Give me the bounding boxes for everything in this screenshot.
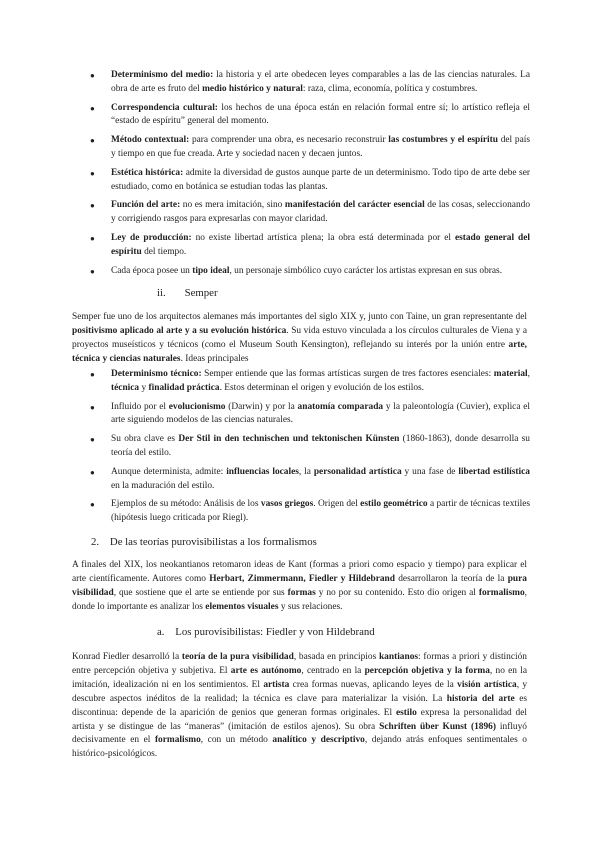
bold-text-run: vasos griegos — [260, 499, 314, 510]
text-run: y una fase de — [401, 466, 459, 477]
list-item — [0, 466, 600, 494]
text-run: , dejando atrás enfoques sentimentales o histórico-psicológicos. — [72, 735, 527, 760]
bold-text-run: manifestación del carácter esencial — [284, 200, 425, 211]
text-run: del tiempo. — [141, 246, 187, 257]
text-run: , centrado en la — [301, 665, 365, 676]
text-run: la historia y el arte obedecen leyes comparables a las de las ciencias naturales. La obra de arte es fruto del — [111, 70, 530, 94]
text-run: de las cosas, seleccionando y corrigiendo rasgos para expresarlas con mayor claridad. — [111, 200, 531, 225]
semper-principles-list — [0, 368, 600, 531]
bold-text-run: positivismo aplicado al arte y a su evolución histórica — [72, 325, 287, 336]
bold-text-run: Schriften über Kunst (1896) — [379, 721, 496, 732]
bold-text-run: libertad estilística — [458, 466, 530, 477]
bold-text-run: tipo ideal — [192, 265, 230, 276]
bold-text-run: formalismo — [478, 587, 525, 598]
text-run: no existe libertad artística plena; la obra está determinada por el — [191, 232, 455, 243]
bold-text-run: técnica — [111, 382, 140, 393]
text-run: , con un método — [200, 735, 273, 746]
bold-text-run: Función del arte: — [111, 200, 181, 211]
bold-text-run: Estética histórica: — [111, 167, 184, 178]
text-run: Semper entiende que las formas artísticas surgen de tres factores esenciales: — [201, 369, 494, 379]
bold-text-run: finalidad práctica — [148, 382, 220, 393]
bullet-icon: ● — [90, 168, 95, 178]
bold-text-run: influencias locales — [226, 466, 299, 477]
bullet-icon: ● — [90, 402, 95, 412]
text-run: no es mera imitación, sino — [180, 200, 285, 211]
text-run: Su obra clave es — [111, 434, 179, 445]
text-run: los hechos de una época están en relación formal entre sí; lo artístico refleja el “estado de espíritu” general del momento. — [111, 102, 530, 127]
bold-text-run: teoría de la pura visibilidad — [181, 652, 294, 662]
bullet-icon: ● — [90, 201, 95, 211]
bold-text-run: pura visibilidad — [72, 573, 527, 598]
list-item — [0, 265, 600, 279]
list-item — [0, 433, 600, 461]
text-run: (Darwin) y por la — [225, 401, 298, 412]
text-run: (1860-1863), donde desarrolla su teoría del estilo. — [111, 434, 530, 458]
bold-text-run: percepción objetiva y la forma — [364, 665, 490, 676]
bold-text-run: analítico y descriptivo — [272, 735, 365, 746]
text-run: y — [139, 382, 149, 393]
list-item — [0, 167, 600, 195]
text-run: y no por su contenido. Esto dio origen al — [315, 587, 479, 598]
bold-text-run: Herbart, Zimmermann, Fiedler y Hildebrand — [209, 573, 395, 584]
paragraph-purovisibilistas — [72, 559, 527, 615]
bold-text-run: kantianos — [378, 652, 419, 662]
text-run: admite la diversidad de gustos aunque parte de un determinismo. Todo tipo de arte debe ser estudiado, como en botánica se estudian todas las plantas. — [111, 167, 530, 192]
text-run: para comprender una obra, es necesario reconstruir — [189, 135, 389, 146]
text-run: Aunque determinista, admite: — [111, 466, 227, 477]
bullet-icon: ● — [90, 266, 95, 276]
text-run: Semper fue uno de los arquitectos alemanes más importantes del siglo XIX y, junto con Taine, un gran representante del — [72, 312, 527, 322]
bullet-icon: ● — [90, 71, 95, 80]
bullet-icon: ● — [90, 233, 95, 243]
text-run: , que sostiene que el arte se entiende por sus — [113, 587, 288, 598]
bold-text-run: estilo — [396, 707, 417, 718]
paragraph-fiedler — [72, 651, 527, 762]
bold-text-run: anatomía comparada — [297, 401, 384, 412]
list-item — [0, 368, 600, 396]
list-item — [0, 69, 600, 97]
bullet-icon: ● — [90, 103, 95, 113]
section-heading-semper: ii. Semper — [157, 287, 218, 299]
text-run: , la — [298, 466, 314, 477]
bold-text-run: formalismo — [154, 735, 201, 746]
text-run: Influido por el — [111, 401, 169, 412]
text-run: . Ideas principales — [180, 353, 249, 364]
bold-text-run: Der Stil in den technischen und tektonischen Künsten — [178, 434, 400, 445]
bullet-icon: ● — [90, 467, 95, 477]
text-run: . Su vida estuvo vinculada a los círculos culturales de Viena y a proyectos museísticos y técnicos (como el Museum South Kensington), reflejando su interés por la unión entre — [72, 325, 527, 350]
text-run: del país y tiempo en que fue creada. Arte y sociedad nacen y decaen juntos. — [111, 135, 530, 159]
text-run: : raza, clima, economía, política y costumbres. — [302, 83, 478, 94]
list-item — [0, 498, 600, 526]
text-run: , donde lo importante es analizar los — [72, 587, 527, 612]
paragraph-semper — [72, 311, 527, 367]
text-run: a partir de técnicas textiles (hipótesis luego criticada por Riegl). — [111, 499, 531, 524]
text-run: Cada época posee un — [111, 265, 193, 276]
list-item — [0, 134, 600, 162]
taine-principles-list — [0, 69, 600, 283]
bold-text-run: Ley de producción: — [111, 232, 192, 243]
text-run: crea formas nuevas, aplicando leyes de la — [289, 679, 458, 690]
bold-text-run: personalidad artística — [313, 466, 402, 477]
bold-text-run: artista — [263, 679, 290, 690]
bold-text-run: Correspondencia cultural: — [111, 102, 218, 113]
bold-text-run: historia del arte — [446, 693, 515, 704]
text-run: Ejemplos de su método: Análisis de los — [111, 499, 261, 510]
bold-text-run: formas — [287, 587, 316, 598]
bold-text-run: Determinismo técnico: — [111, 369, 202, 379]
text-run: en la maduración del estilo. — [111, 480, 215, 491]
text-run: A finales del XIX, los neokantianos retomaron ideas de Kant (formas a priori como espacio y tiempo) para explicar el arte científicamente. Autores como — [72, 560, 527, 584]
bold-text-run: arte, técnica y ciencias naturales — [72, 339, 527, 364]
text-run: , y descubre aspectos inéditos de la realidad; la técnica es clave para materializar la visión. La — [72, 679, 528, 704]
bullet-icon: ● — [90, 500, 95, 510]
text-run: es discontinua: depende de la aparición de genios que generan formas originales. El — [72, 693, 528, 718]
section-heading-fiedler: a. Los purovisibilistas: Fiedler y von Hildebrand — [157, 626, 375, 638]
text-run: , basada en principios — [293, 652, 379, 662]
bold-text-run: evolucionismo — [168, 401, 226, 412]
text-run: y la paleontología (Cuvier), explica el arte siguiendo modelos de las ciencias naturales. — [111, 401, 531, 426]
bold-text-run: estado general del espíritu — [111, 232, 530, 257]
text-run: influyó decisivamente en el — [72, 721, 527, 746]
section-heading-purovisibilistas: 2. De las teorías purovisibilistas a los formalismos — [91, 536, 317, 548]
text-run: , no en la imitación, idealización ni en los sentimientos. El — [72, 665, 527, 690]
text-run: desarrollaron la teoría de la — [394, 573, 508, 584]
text-run: , un personaje simbólico cuyo carácter los artistas expresan en sus obras. — [229, 265, 503, 276]
bold-text-run: material — [493, 369, 528, 379]
text-run: , — [527, 369, 530, 379]
text-run: . Estos determinan el origen y evolución de los estilos. — [219, 382, 424, 393]
bold-text-run: medio histórico y natural — [202, 83, 303, 94]
bold-text-run: arte es autónomo — [230, 665, 302, 676]
list-item — [0, 232, 600, 260]
bold-text-run: las costumbres y el espíritu — [388, 135, 498, 146]
text-run: : formas a priori y distinción entre percepción objetiva y subjetiva. El — [72, 652, 527, 676]
bold-text-run: visión artística — [457, 679, 517, 690]
text-run: y sus relaciones. — [278, 601, 343, 612]
bullet-icon: ● — [90, 370, 95, 379]
list-item — [0, 199, 600, 227]
bullet-icon: ● — [90, 435, 95, 445]
text-run: . Origen del — [313, 499, 361, 510]
text-run: Konrad Fiedler desarrolló la — [72, 652, 182, 662]
list-item — [0, 102, 600, 130]
list-item — [0, 401, 600, 429]
bold-text-run: Determinismo del medio: — [111, 70, 214, 80]
bullet-icon: ● — [90, 136, 95, 146]
bold-text-run: elementos visuales — [205, 601, 279, 612]
text-run: expresa la personalidad del artista y se distingue de las “maneras” (imitación de estilos ajenos). Su obra — [72, 707, 528, 732]
bold-text-run: Método contextual: — [111, 135, 190, 146]
bold-text-run: estilo geométrico — [360, 499, 428, 510]
